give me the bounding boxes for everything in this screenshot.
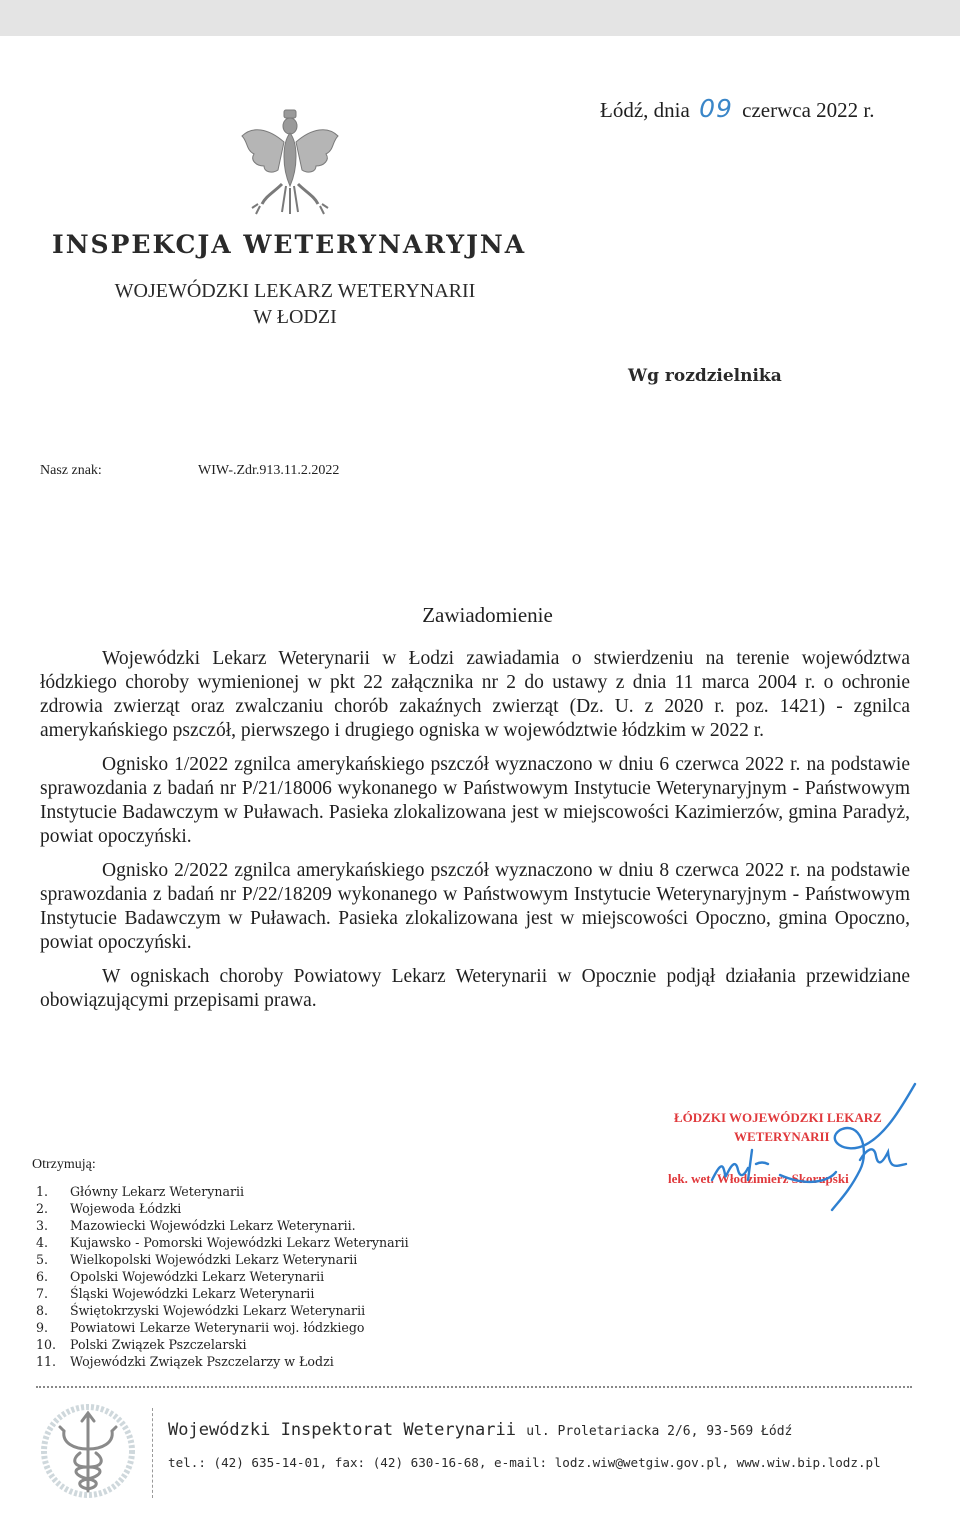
recipient-item: 3. Mazowiecki Wojewódzki Lekarz Weterynarii. — [36, 1218, 356, 1233]
recipient-item: 5. Wielkopolski Wojewódzki Lekarz Weterynarii — [36, 1252, 358, 1267]
document-date — [600, 94, 874, 123]
paragraph-actions: W ogniskach choroby Powiatowy Lekarz Weterynarii w Opocznie podjął działania przewidziane obowiązującymi przepisami prawa. — [40, 966, 910, 1011]
polish-eagle-emblem-icon — [238, 108, 342, 218]
recipient-item: 6. Opolski Wojewódzki Lekarz Weterynarii — [36, 1269, 325, 1284]
paragraph-outbreak-1: Ognisko 1/2022 zgnilca amerykańskiego pszczół wyznaczono w dniu 6 czerwca 2022 r. na podstawie sprawozdania z badań nr P/21/18006 wykonanego w Państwowym Instytucie Weterynaryjnym - Państwowym Instytucie Badawczym w Puławach. Pasieka zlokalizowana jest w miejscowości Kazimierzów, gmina Paradyż, powiat opoczyński. — [40, 754, 910, 847]
office-name — [60, 278, 530, 330]
stamp-line-2: WETERYNARII — [734, 1129, 830, 1144]
caduceus-logo-icon — [38, 1403, 138, 1499]
recipients-list — [36, 1183, 409, 1370]
recipient-item: 9. Powiatowi Lekarze Weterynarii woj. łódzkiego — [36, 1320, 365, 1335]
office-line-1: WOJEWÓDZKI LEKARZ WETERYNARII — [114, 280, 476, 302]
stamp-line-1: ŁÓDZKI WOJEWÓDZKI LEKARZ — [674, 1110, 882, 1125]
recipient-item: 8. Świętokrzyski Wojewódzki Lekarz Weterynarii — [36, 1303, 366, 1318]
recipient-item: 1. Główny Lekarz Weterynarii — [36, 1184, 245, 1199]
recipient-item: 11. Wojewódzki Związek Pszczelarzy w Łodzi — [36, 1354, 334, 1369]
addressee: Wg rozdzielnika — [628, 366, 782, 386]
reference-label: Nasz znak: — [40, 463, 102, 478]
footer-institution — [168, 1420, 792, 1440]
reference-number: WIW-.Zdr.913.11.2.2022 — [198, 463, 340, 478]
recipient-item: 7. Śląski Wojewódzki Lekarz Weterynarii — [36, 1286, 315, 1301]
footer-institution-name: Wojewódzki Inspektorat Weterynarii — [168, 1420, 516, 1440]
footer-divider — [36, 1386, 912, 1388]
footer-separator — [152, 1408, 153, 1498]
date-place: Łódź, dnia — [600, 98, 690, 122]
date-month-year: czerwca 2022 r. — [742, 98, 875, 122]
paragraph-outbreak-2: Ognisko 2/2022 zgnilca amerykańskiego pszczół wyznaczono w dniu 8 czerwca 2022 r. na podstawie sprawozdania z badań nr P/22/18209 wykonanego w Państwowym Instytucie Weterynaryjnym - Państwowym Instytucie Badawczym w Puławach. Pasieka zlokalizowana jest w miejscowości Opoczno, gmina Opoczno, powiat opoczyński. — [40, 860, 910, 953]
recipient-item: 4. Kujawsko - Pomorski Wojewódzki Lekarz Weterynarii — [36, 1235, 409, 1250]
official-stamp — [660, 1080, 950, 1220]
recipient-item: 10. Polski Związek Pszczelarski — [36, 1337, 247, 1352]
recipients-label: Otrzymują: — [32, 1157, 96, 1172]
footer-address: ul. Proletariacka 2/6, 93-569 Łódź — [526, 1424, 793, 1439]
stamp-line-3: lek. wet. Włodzimierz Skorupski — [668, 1171, 849, 1186]
date-day-handwritten: 09 — [699, 94, 733, 123]
institution-name: INSPEKCJA WETERYNARYJNA — [52, 230, 527, 259]
footer-contact: tel.: (42) 635-14-01, fax: (42) 630-16-68, e-mail: lodz.wiw@wetgiw.gov.pl, www.wiw.bip.lodz.pl — [168, 1455, 881, 1470]
handwritten-signature-icon — [660, 1080, 950, 1220]
office-line-2: W ŁODZI — [253, 306, 337, 328]
document-body — [40, 647, 910, 1023]
recipient-item: 2. Wojewoda Łódzki — [36, 1201, 182, 1216]
viewer-top-bar — [0, 0, 960, 36]
paragraph-intro: Wojewódzki Lekarz Weterynarii w Łodzi zawiadamia o stwierdzeniu na terenie województwa łódzkiego choroby wymienionej w pkt 22 załącznika nr 2 do ustawy z dnia 11 marca 2004 r. o ochronie zdrowia zwierząt oraz zwalczaniu chorób zakaźnych zwierząt (Dz. U. z 2020 r. poz. 1421) - zgnilca amerykańskiego pszczół, pierwszego i drugiego ogniska w województwie łódzkim w 2022 r. — [40, 648, 910, 741]
document-title: Zawiadomienie — [422, 603, 553, 627]
